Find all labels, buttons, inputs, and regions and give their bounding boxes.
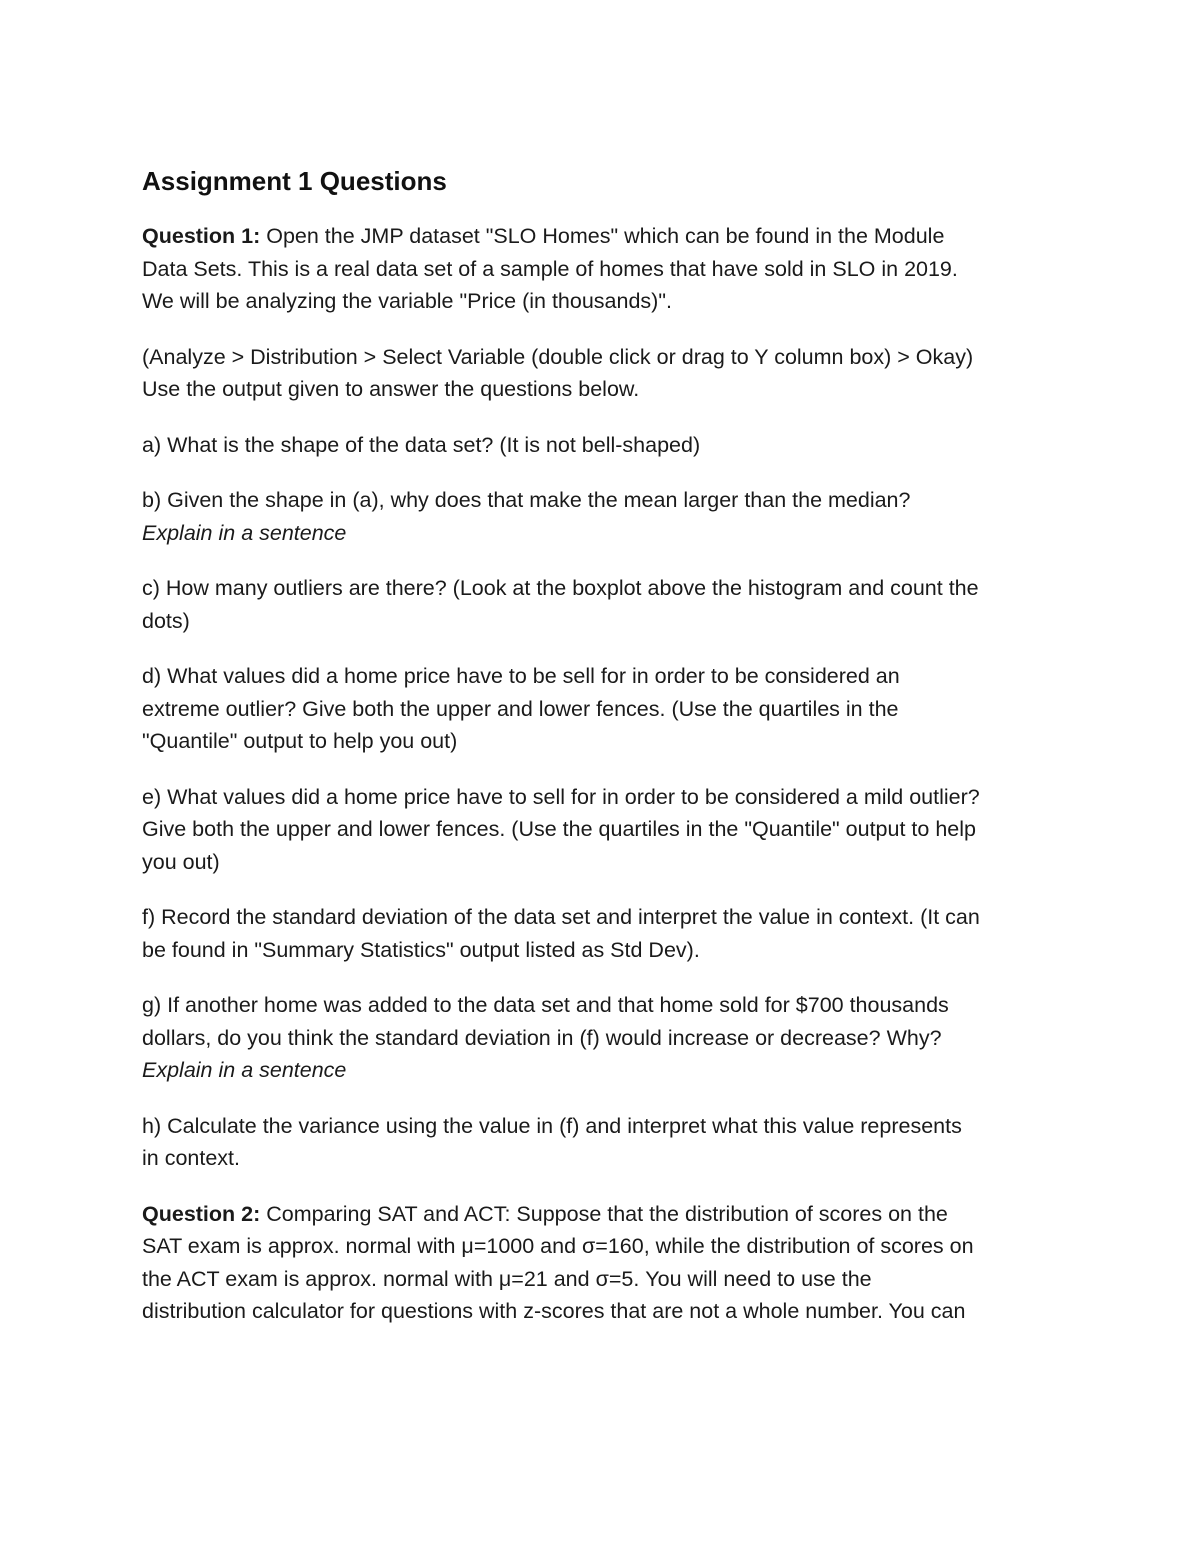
question-a-line-1: a) What is the shape of the data set? (It is not bell-shaped) xyxy=(142,432,701,457)
question-h xyxy=(142,1110,1072,1175)
question-2-label: Question 2: xyxy=(142,1201,261,1226)
question-h-line-1: h) Calculate the variance using the value in (f) and interpret what this value represents xyxy=(142,1113,962,1138)
question-f-line-1: f) Record the standard deviation of the data set and interpret the value in context. (It can xyxy=(142,905,980,929)
question-c-line-2: dots) xyxy=(142,608,190,633)
question-f xyxy=(142,901,1072,966)
question-d-line-2: extreme outlier? Give both the upper and lower fences. (Use the quartiles in the xyxy=(142,696,899,721)
question-h-line-2: in context. xyxy=(142,1146,240,1170)
question-g-line-2: dollars, do you think the standard deviation in (f) would increase or decrease? Why? xyxy=(142,1025,942,1050)
question-g-line-1: g) If another home was added to the data set and that home sold for $700 thousands xyxy=(142,993,949,1017)
instructions xyxy=(142,341,1072,406)
question-b-note: Explain in a sentence xyxy=(142,520,347,545)
question-e-line-1: e) What values did a home price have to sell for in order to be considered a mild outlier? xyxy=(142,784,980,809)
question-1 xyxy=(142,220,1072,318)
question-b-line-1: b) Given the shape in (a), why does that make the mean larger than the median? xyxy=(142,488,911,512)
question-1-label: Question 1: xyxy=(142,224,261,248)
question-e-line-3: you out) xyxy=(142,849,220,874)
question-d-line-3: "Quantile" output to help you out) xyxy=(142,729,458,753)
question-1-line-2: Data Sets. This is a real data set of a sample of homes that have sold in SLO in 2019. xyxy=(142,256,958,281)
question-d-line-1: d) What values did a home price have to be sell for in order to be considered an xyxy=(142,664,900,688)
question-2 xyxy=(142,1198,1072,1328)
question-2-line-2: SAT exam is approx. normal with μ=1000 and σ=160, while the distribution of scores on xyxy=(142,1234,974,1258)
question-f-line-2: be found in "Summary Statistics" output listed as Std Dev). xyxy=(142,937,700,962)
question-1-line-3: We will be analyzing the variable "Price (in thousands)". xyxy=(142,289,672,313)
question-1-line-1: Open the JMP dataset "SLO Homes" which can be found in the Module xyxy=(260,224,945,248)
question-g xyxy=(142,989,1072,1087)
question-2-line-3: the ACT exam is approx. normal with μ=21 and σ=5. You will need to use the xyxy=(142,1266,872,1291)
question-c xyxy=(142,572,1072,637)
question-b xyxy=(142,484,1072,549)
question-d xyxy=(142,660,1072,758)
question-g-note: Explain in a sentence xyxy=(142,1058,347,1082)
page-title: Assignment 1 Questions xyxy=(142,166,447,196)
question-e-line-2: Give both the upper and lower fences. (Use the quartiles in the "Quantile" output to help xyxy=(142,817,976,841)
question-2-line-4: distribution calculator for questions with z-scores that are not a whole number. You can xyxy=(142,1299,966,1323)
document-page xyxy=(142,164,1072,1351)
question-c-line-1: c) How many outliers are there? (Look at the boxplot above the histogram and count the xyxy=(142,576,979,600)
instructions-line-1: (Analyze > Distribution > Select Variable (double click or drag to Y column box) > Okay) xyxy=(142,344,974,369)
question-e xyxy=(142,781,1072,879)
question-a xyxy=(142,429,1072,462)
question-2-line-1: Comparing SAT and ACT: Suppose that the distribution of scores on the xyxy=(260,1201,948,1226)
instructions-line-2: Use the output given to answer the questions below. xyxy=(142,377,640,401)
